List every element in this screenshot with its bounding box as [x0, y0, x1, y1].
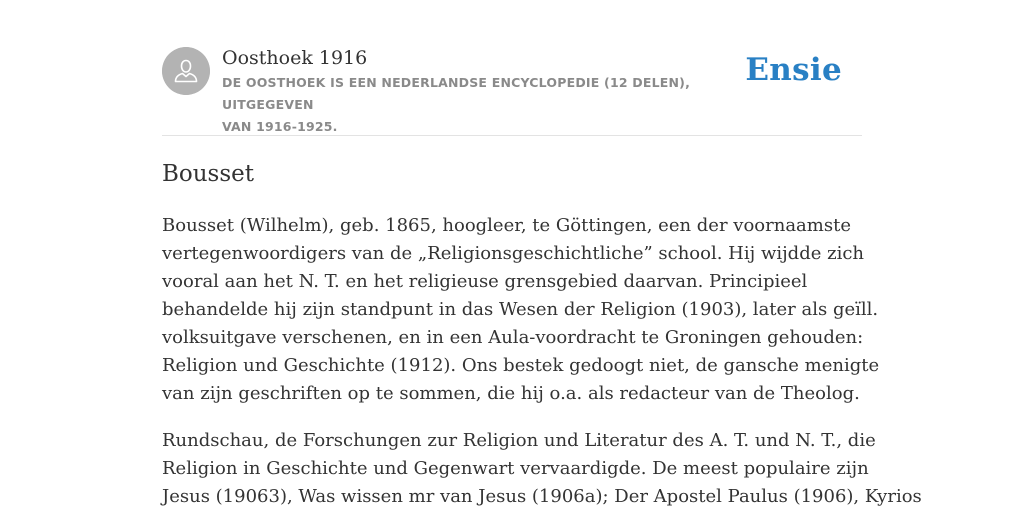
- text-line: Religion und Geschichte (1912). Ons bestek gedoogt niet, de gansche menigte: [162, 355, 880, 376]
- article-paragraph: [162, 427, 922, 511]
- article-body: [162, 212, 922, 512]
- source-description-line: VAN 1916-1925.: [222, 119, 338, 134]
- ensie-logo[interactable]: Ensie: [745, 52, 842, 88]
- text-line: van zijn geschriften op te sommen, die hij o.a. als redacteur van de Theolog.: [162, 383, 860, 404]
- text-line: Bousset (Wilhelm), geb. 1865, hoogleer, te Göttingen, een der voornaamste: [162, 215, 851, 236]
- article-title: Bousset: [162, 161, 255, 187]
- source-header: [162, 46, 862, 136]
- source-description-line: DE OOSTHOEK IS EEN NEDERLANDSE ENCYCLOPEDIE (12 DELEN), UITGEGEVEN: [222, 75, 691, 112]
- text-line: Rundschau, de Forschungen zur Religion und Literatur des A. T. und N. T., die: [162, 430, 876, 451]
- text-line: vertegenwoordigers van de „Religionsgeschichtliche” school. Hij wijdde zich: [162, 243, 865, 264]
- source-avatar[interactable]: [162, 47, 210, 95]
- header-divider: [162, 135, 862, 136]
- text-line: Religion in Geschichte und Gegenwart vervaardigde. De meest populaire zijn: [162, 458, 869, 479]
- text-line: Jesus (19063), Was wissen mr van Jesus (1906a); Der Apostel Paulus (1906), Kyrios: [162, 486, 922, 507]
- user-icon: [162, 47, 210, 95]
- text-line: vooral aan het N. T. en het religieuse grensgebied daarvan. Principieel: [162, 271, 808, 292]
- text-line: behandelde hij zijn standpunt in das Wesen der Religion (1903), later als geïll.: [162, 299, 879, 320]
- source-title[interactable]: Oosthoek 1916: [222, 47, 368, 69]
- text-line: volksuitgave verschenen, en in een Aula-voordracht te Groningen gehouden:: [162, 327, 864, 348]
- article-paragraph: [162, 212, 880, 408]
- source-description: [222, 72, 762, 138]
